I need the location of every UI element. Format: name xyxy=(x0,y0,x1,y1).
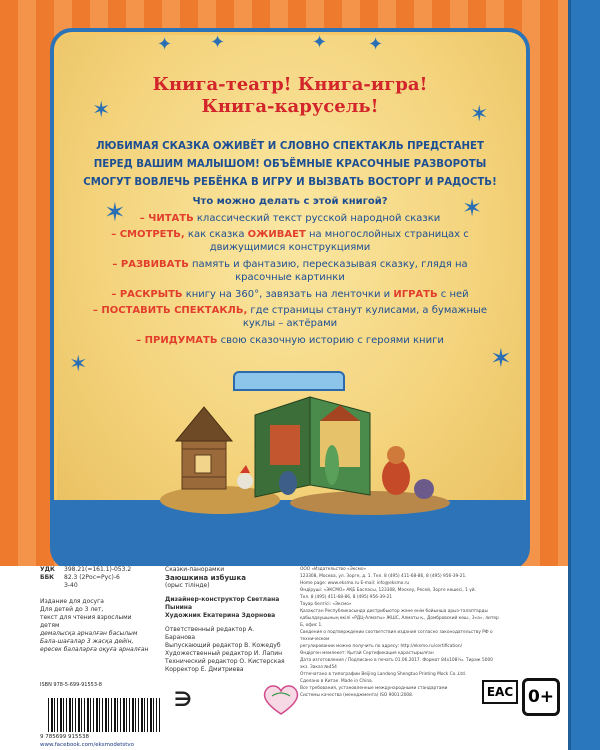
intro-line: ПЕРЕД ВАШИМ МАЛЫШОМ! ОБЪЁМНЫЕ КРАСОЧНЫЕ РАЗВОРОТЫ xyxy=(93,159,487,170)
feature-key: – СМОТРЕТЬ, xyxy=(111,229,185,240)
book-subtitle: (орыс тілінде) xyxy=(165,582,210,589)
eksmo-logo-icon: ∋ xyxy=(174,687,192,711)
fox-figure xyxy=(382,459,410,495)
designer-credit: Дизайнер-конструктор Светлана Пынина xyxy=(165,596,280,611)
title-line-2: Книга-карусель! xyxy=(201,96,379,117)
bbk-row xyxy=(40,574,150,582)
feature-text: книгу на 360°, завязать на ленточки и xyxy=(182,289,394,300)
star-icon: ✶ xyxy=(69,352,88,377)
feature-invent xyxy=(90,334,490,347)
bbk-label: ББК xyxy=(40,574,55,581)
star-icon: ✶ xyxy=(104,198,126,228)
star-icon: ✦ xyxy=(210,32,226,53)
publisher-line: Өндіруші: «ЭКСМО» АҚБ Баспасы, 123308, Мәскеу, Ресей, Зорге көшесі, 1 үй. xyxy=(300,588,476,593)
editors-list xyxy=(165,626,285,674)
publisher-line: Сделано в Китае. Made in China. xyxy=(300,679,374,684)
editor-line: Выпускающий редактор В. Кожедуб xyxy=(165,642,281,649)
feature-stage xyxy=(90,304,490,330)
feature-text: где страницы станут кулисами, а бумажные куклы – актёрами xyxy=(242,305,488,329)
series-name: Сказки-панорамки xyxy=(165,566,225,573)
feature-key: ИГРАТЬ xyxy=(393,289,438,300)
feature-read xyxy=(90,212,490,225)
feature-key: ОЖИВАЕТ xyxy=(247,229,306,240)
barcode-bars xyxy=(48,698,160,732)
wooden-hut xyxy=(176,407,232,489)
publisher-line: Отпечатано в типографии Beijing Landong Shengtuo Printing Mock Co.,Ltd. xyxy=(300,672,467,677)
feature-text: с ней xyxy=(437,289,469,300)
star-icon: ✦ xyxy=(312,32,328,53)
feature-key: – ПРИДУМАТЬ xyxy=(136,335,218,346)
intro-line: ЛЮБИМАЯ СКАЗКА ОЖИВЁТ И СЛОВНО СПЕКТАКЛЬ ПРЕДСТАНЕТ xyxy=(96,141,484,152)
title-line-1: Книга-театр! Книга-игра! xyxy=(152,74,428,95)
editor-line: Корректор Е. Дмитриева xyxy=(165,666,244,673)
star-icon: ✦ xyxy=(157,34,173,55)
artist-credit: Художник Екатерина Здорнова xyxy=(165,612,276,619)
star-icon: ✦ xyxy=(368,34,384,55)
feature-text: память и фантазию, пересказывая сказку, глядя на красочные картинки xyxy=(188,259,468,283)
publisher-line: Тауар белгісі: «Эксмо» xyxy=(300,602,352,607)
feature-text: на многослойных страницах с движущимися конструкциями xyxy=(209,229,469,253)
star-icon: ✶ xyxy=(490,344,512,374)
publisher-line: Тел. 8 (495) 411-68-86, 8 (495) 956-39-21 xyxy=(300,595,392,600)
editor-line: Ответственный редактор А. Баранова xyxy=(165,626,255,641)
isbn-label: ISBN 978-5-699-91553-8 xyxy=(40,682,102,688)
publisher-line: 123308, Москва, ул. Зорге, д. 1. Тел. 8 (495) 411-68-86, 8 (495) 956-39-21. xyxy=(300,574,467,579)
audience-line: Для детей до 3 лет, xyxy=(40,606,104,613)
feature-develop xyxy=(90,258,490,284)
feature-open xyxy=(90,288,490,301)
publisher-line: ООО «Издательство «Эксмо» xyxy=(300,567,367,572)
publisher-line: Home page: www.eksmo.ru E-mail: info@eksmo.ru xyxy=(300,581,410,586)
editor-line: Художественный редактор И. Лапин xyxy=(165,650,283,657)
feature-key: – ЧИТАТЬ xyxy=(139,213,194,224)
age-rating: 0+ xyxy=(522,678,560,716)
feature-text: как сказка xyxy=(184,229,248,240)
publisher-line: Қазақстан Республикасында дистрибьютор және өнім бойынша арыз-талаптарды xyxy=(300,609,488,614)
heart-badge-icon xyxy=(262,682,300,716)
audience-note xyxy=(40,598,150,654)
imprint-section xyxy=(0,566,568,750)
classification-column xyxy=(40,566,150,654)
bbk-value: 82.3 (2Рос=Рус)-6 xyxy=(64,574,120,581)
credits-column xyxy=(165,566,285,674)
bbk-value: З-40 xyxy=(64,582,78,589)
publisher-column xyxy=(300,566,500,699)
feature-text: свою сказочную историю с героями книги xyxy=(217,335,444,346)
publisher-line: Дата изготовления / Подписано в печать 01.06.2017. Формат 84х108¹⁄₁₆. Тираж 5000 экз. Заказ №454 xyxy=(300,658,493,670)
feature-key: – РАЗВИВАТЬ xyxy=(112,259,189,270)
publisher-line: Өндірген мемлекет: Қытай Сертификация қарастырылған xyxy=(300,651,434,656)
audience-line: Бала-шағалар 3 жасқа дейін, xyxy=(40,638,134,645)
audience-line: текст для чтения взрослыми детям xyxy=(40,614,132,629)
rooster-figure xyxy=(237,473,253,489)
udk-value: 398.21(=161.1)-053.2 xyxy=(64,566,132,573)
hare-figure xyxy=(279,471,297,495)
popup-book-illustration xyxy=(160,385,450,515)
bbk-row xyxy=(40,582,150,590)
barcode-number: 9 785699 915538 xyxy=(40,734,89,740)
star-icon: ✶ xyxy=(462,194,483,222)
feature-watch xyxy=(90,228,490,254)
open-book xyxy=(255,397,370,497)
feature-key: – РАСКРЫТЬ xyxy=(111,289,183,300)
publisher-line: Все требования, установленные международными стандартами xyxy=(300,686,448,691)
feature-key: – ПОСТАВИТЬ СПЕКТАКЛЬ, xyxy=(92,305,248,316)
facebook-link[interactable]: www.facebook.com/eksmodetstvo xyxy=(40,742,135,748)
book-title: Заюшкина избушка xyxy=(165,574,246,582)
udk-label: УДК xyxy=(40,566,55,573)
intro-line: СМОГУТ ВОВЛЕЧЬ РЕБЁНКА В ИГРУ И ВЫЗВАТЬ ВОСТОРГ И РАДОСТЬ! xyxy=(83,177,497,188)
intro-text xyxy=(80,138,500,192)
publisher-line: қабылдаушының өкілі «РДЦ-Алматы» ЖШС, Алматы қ., Домбровский көш., 3«а», литер Б, офис 1. xyxy=(300,616,499,628)
cat-figure xyxy=(414,479,434,499)
publisher-line: Системы качества (менеджмента) ISO 9001:2008. xyxy=(300,693,414,698)
eac-mark: EAC xyxy=(482,680,518,704)
publisher-line: регулировании можно получить по адресу: http://eksmo.ru/certification/ xyxy=(300,644,463,649)
cactus-figure xyxy=(325,445,339,485)
star-icon: ✶ xyxy=(470,102,489,127)
publisher-line: Сведения о подтверждении соответствия издания согласно законодательству РФ о техническом xyxy=(300,630,493,642)
audience-line: демалысқа арналған басылым xyxy=(40,630,138,637)
star-icon: ✶ xyxy=(92,98,111,123)
spine-edge xyxy=(568,0,600,750)
editor-line: Технический редактор О. Кистерская xyxy=(165,658,285,665)
audience-line: ересек балаларға оқуға арналған xyxy=(40,646,149,653)
udk-row xyxy=(40,566,150,574)
feature-text: классический текст русской народной сказки xyxy=(193,213,441,224)
question-heading: Что можно делать с этой книгой? xyxy=(192,196,388,207)
audience-line: Издание для досуга xyxy=(40,598,104,605)
